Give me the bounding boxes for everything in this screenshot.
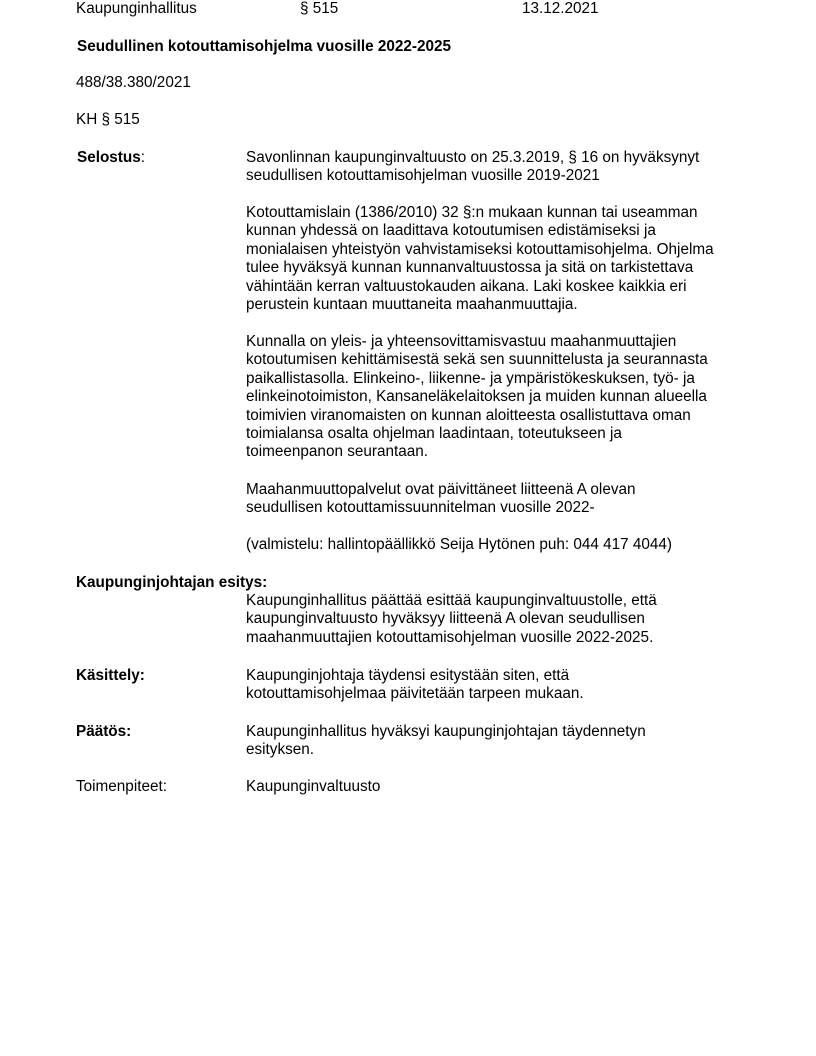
- esitys-label: Kaupunginjohtajan esitys:: [76, 574, 268, 591]
- selostus-paragraph-5: (valmistelu: hallintopäällikkö Seija Hytönen puh: 044 417 4044): [246, 536, 673, 553]
- selostus-paragraph-3: Kunnalla on yleis- ja yhteensovittamisvastuu maahanmuuttajien kotoutumisen kehittämisestä sekä sen suunnittelusta ja seurannasta paikallistasolla. Elinkeino-, liikenne- ja ympäristökeskuksen, työ- ja elinkeinotoimiston, Kansaneläkelaitoksen ja muiden kunnan alueella toimivien viranomaisten on kunnan aloitteesta osallistuttava oman toimialansa osalta ohjelman laadintaan, toteutukseen ja toimeenpanon seurantaan.: [246, 333, 708, 461]
- selostus-label: Selostus:: [77, 149, 146, 166]
- kasittely-text: Kaupunginjohtaja täydensi esitystään siten, että kotouttamisohjelmaa päivitetään tarpeen mukaan.: [246, 667, 584, 703]
- selostus-paragraph-1: Savonlinnan kaupunginvaltuusto on 25.3.2019, § 16 on hyväksynyt seudullisen kotouttamisohjelman vuosille 2019-2021: [246, 149, 700, 185]
- paatos-text: Kaupunginhallitus hyväksyi kaupunginjohtajan täydennetyn esityksen.: [246, 723, 646, 759]
- kasittely-label: Käsittely:: [76, 667, 145, 684]
- document-title: Seudullinen kotouttamisohjelma vuosille 2022-2025: [77, 38, 452, 55]
- toimenpiteet-value: Kaupunginvaltuusto: [246, 778, 381, 795]
- header-section: § 515: [300, 0, 339, 17]
- header-date: 13.12.2021: [522, 0, 599, 17]
- reference-number: 488/38.380/2021: [76, 74, 191, 91]
- section-reference: KH § 515: [76, 111, 140, 128]
- header-body: Kaupunginhallitus: [76, 0, 197, 17]
- esitys-text: Kaupunginhallitus päättää esittää kaupunginvaltuustolle, että kaupunginvaltuusto hyväksyy liitteenä A olevan seudullisen maahanmuuttajien kotouttamisohjelman vuosille 2022-2025.: [246, 592, 657, 646]
- paatos-label: Päätös:: [76, 723, 132, 740]
- selostus-paragraph-4: Maahanmuuttopalvelut ovat päivittäneet liitteenä A olevan seudullisen kotouttamissuunnitelman vuosille 2022-: [246, 481, 636, 517]
- toimenpiteet-label: Toimenpiteet:: [76, 778, 167, 795]
- selostus-paragraph-2: Kotouttamislain (1386/2010) 32 §:n mukaan kunnan tai useamman kunnan yhdessä on laadittava kotoutumisen edistämiseksi ja monialaisen yhteistyön vahvistamiseksi kotouttamisohjelma. Ohjelma tulee hyväksyä kunnan kunnanvaltuustossa ja sitä on tarkistettava vähintään kerran valtuustokauden aikana. Laki koskee kaikkia eri perustein kuntaan muuttaneita maahanmuuttajia.: [246, 204, 714, 314]
